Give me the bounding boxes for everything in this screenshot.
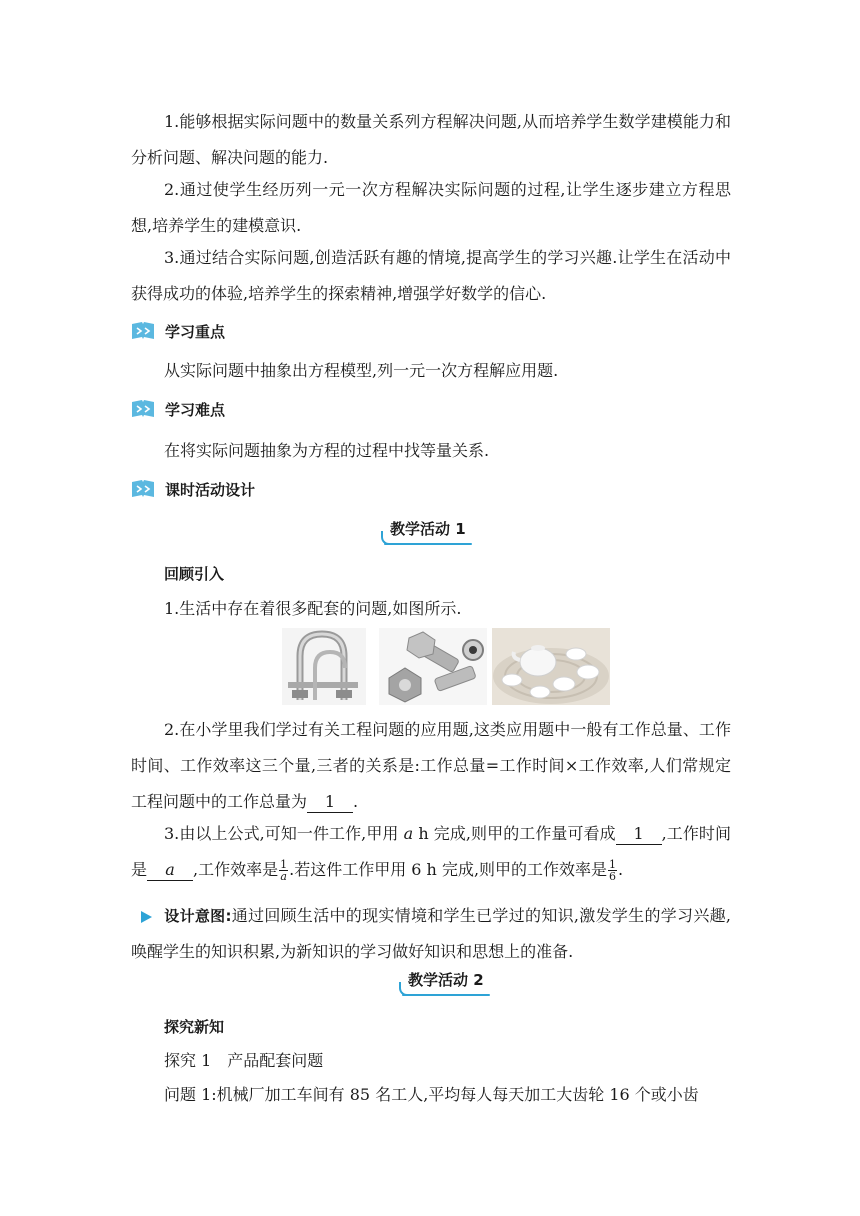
fraction-denominator: a [280,870,287,883]
book-icon [131,479,155,499]
item-3-part: ,工作效率是 [193,860,279,879]
activity-1-item-1: 1.生活中存在着很多配套的问题,如图所示. [164,599,462,618]
design-intent-label: 设计意图: [164,907,232,925]
item-3-part: 3.由以上公式,可知一件工作,甲用 [164,824,399,843]
section-header-design [131,478,255,500]
design-title: 课时活动设计 [165,480,256,499]
design-intent-text: 通过回顾生活中的现实情境和学生已学过的知识,激发学生的学习兴趣,唤醒学生的知识积累,为新知识的学习做好知识和思想上的准备. [131,906,731,961]
fraction-denominator: 6 [609,870,617,883]
answer-blank: 1 [307,792,353,813]
activity-2-title [402,969,490,994]
focus-title: 学习重点 [165,322,226,341]
activity-1-subtitle: 回顾引入 [164,565,225,583]
item-2-text: 2.在小学里我们学过有关工程问题的应用题,这类应用题中一般有工作总量、工作时间、工作效率这三个量,三者的关系是:工作总量=工作时间×工作效率,人们常规定工程问题中的工作总量为 [131,720,731,811]
activity-2-subtitle: 探究新知 [164,1018,225,1036]
title-underline [384,543,472,545]
objective-2: 2.通过使学生经历列一元一次方程解决实际问题的过程,让学生逐步建立方程思想,培养学生的建模意识. [131,180,731,235]
answer-blank: 1 [616,824,662,845]
item-3-part: h 完成,则甲的工作量可看成 [418,824,616,843]
objective-1: 1.能够根据实际问题中的数量关系列方程解决问题,从而培养学生数学建模能力和分析问题、解决问题的能力. [131,112,731,167]
title-hook [399,982,409,996]
design-intent [131,898,731,970]
explore-1-heading: 探究 1 产品配套问题 [164,1051,324,1070]
problem-1-text: 问题 1:机械厂加工车间有 85 名工人,平均每人每天加工大齿轮 16 个或小齿 [164,1085,699,1104]
section-header-focus [131,320,225,342]
item-3-part: ,工作时间是 [131,824,731,879]
difficulty-title: 学习难点 [165,400,226,419]
fraction [608,859,617,882]
section-header-difficulty [131,398,225,420]
activity-1-title-text: 教学活动 1 [390,520,466,538]
objective-3: 3.通过结合实际问题,创造活跃有趣的情境,提高学生的学习兴趣.让学生在活动中获得成功的体验,培养学生的探索精神,增强学好数学的信心. [131,248,731,303]
title-hook [381,531,391,545]
fraction [279,859,288,882]
item-3-part: . [618,860,624,879]
activity-1-item-3 [131,816,731,888]
fraction-numerator: 1 [609,858,617,871]
book-icon [131,399,155,419]
tea-set-image [492,628,610,705]
difficulty-text: 在将实际问题抽象为方程的过程中找等量关系. [164,441,490,460]
answer-blank: a [147,860,193,881]
activity-1-title [384,518,472,543]
activity-2-title-text: 教学活动 2 [408,971,484,989]
activity-1-item-2 [131,712,731,820]
focus-text: 从实际问题中抽象出方程模型,列一元一次方程解应用题. [164,361,559,380]
item-3-part: .若这件工作甲用 6 h 完成,则甲的工作效率是 [289,860,608,879]
variable-a: a [403,824,414,843]
book-icon [131,321,155,341]
item-2-end: . [353,792,359,811]
title-underline [402,994,490,996]
bolts-nuts-image [379,628,487,705]
fraction-numerator: 1 [280,858,288,871]
u-bolt-image [282,628,366,705]
